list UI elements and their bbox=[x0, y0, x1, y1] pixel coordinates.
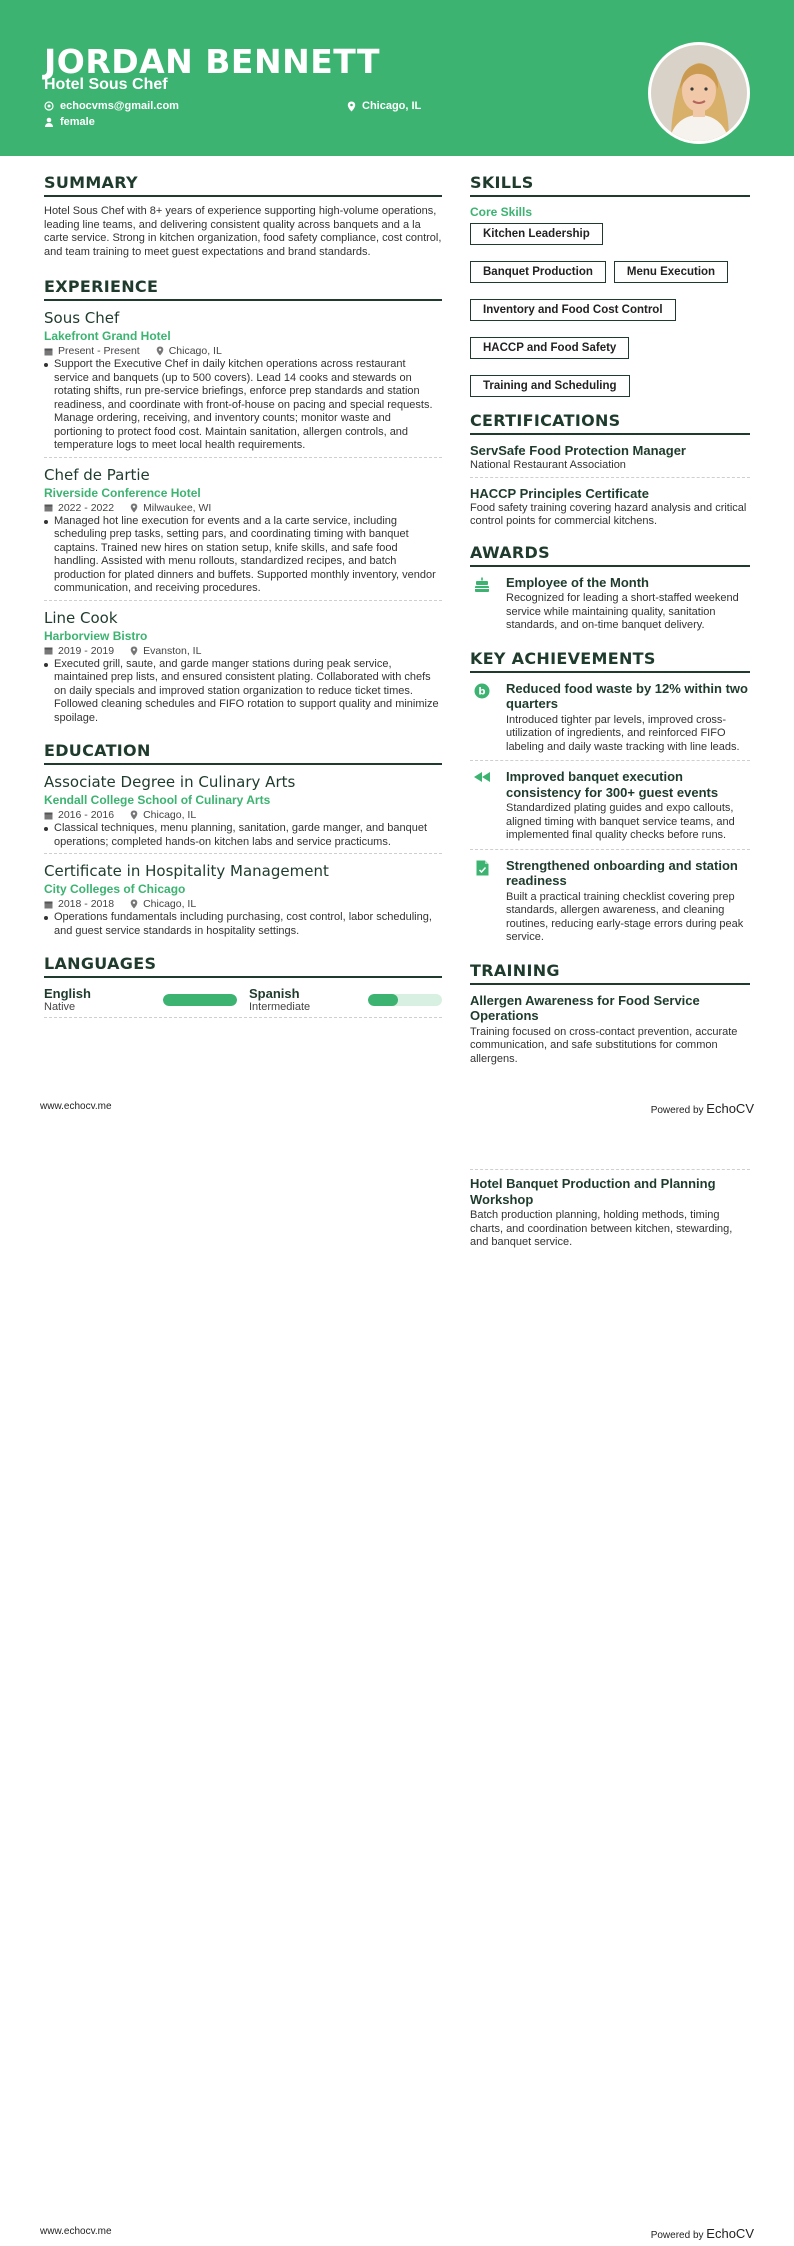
language-name: English bbox=[44, 986, 91, 1001]
language-proficiency-bar bbox=[368, 994, 442, 1006]
experience-entry bbox=[44, 609, 442, 730]
certification-entry bbox=[470, 486, 750, 533]
training-description: Training focused on cross-contact prevention, accurate communication, and safe substitutions for common allergens. bbox=[470, 1025, 738, 1065]
location-pin-icon bbox=[130, 503, 138, 513]
footer-powered-label: Powered by bbox=[650, 2230, 704, 2241]
experience-bullet: Managed hot line execution for events and a la carte service, including scheduling prep tasks, setting pars, and coordinating timing with banquet captains. Trained new hires on station setup, knife skills, and safe food handling. Assisted with menu rollouts, standardized recipes, and batch production for plated dinners and buffets. Supported monthly inventory, vendor communication, and receiving procedures. bbox=[54, 514, 436, 594]
location-text: Chicago, IL bbox=[362, 100, 422, 112]
award-description: Recognized for leading a short-staffed weekend service while maintaining quality, sanitation standards, and on-time banquet delivery. bbox=[506, 592, 739, 631]
certification-title: ServSafe Food Protection Manager bbox=[470, 443, 686, 458]
experience-location: Evanston, IL bbox=[143, 644, 202, 657]
document-icon bbox=[470, 858, 494, 945]
achievement-entry bbox=[470, 769, 750, 850]
calendar-icon bbox=[44, 900, 53, 909]
training-title: Allergen Awareness for Food Service Operations bbox=[470, 992, 700, 1023]
experience-company: Lakefront Grand Hotel bbox=[44, 329, 171, 343]
experience-role: Sous Chef bbox=[44, 309, 120, 327]
education-degree: Certificate in Hospitality Management bbox=[44, 862, 329, 880]
skill-tag: Inventory and Food Cost Control bbox=[470, 299, 676, 321]
achievement-description: Introduced tighter par levels, improved cross-utilization of ingredients, and reinforced FIFO labeling and daily waste tracking with line leads. bbox=[506, 713, 740, 753]
footer-powered bbox=[651, 1101, 754, 1116]
experience-company: Harborview Bistro bbox=[44, 628, 148, 643]
right-column bbox=[470, 173, 750, 1070]
experience-bullet: Executed grill, saute, and garde manger stations during peak service, maintained prep lists, and ensured consistent plating. Collaborated with chefs on daily specials and improved station organization to reduce ticket times. Followed cleaning schedules and FIFO rotation to support quality and minimize spoilage. bbox=[54, 657, 439, 724]
page-footer bbox=[40, 1101, 754, 1116]
contact-email[interactable] bbox=[44, 100, 179, 112]
achievement-title: Reduced food waste by 12% within two quarters bbox=[506, 680, 748, 711]
achievement-entry bbox=[470, 858, 750, 951]
education-meta bbox=[44, 808, 442, 822]
education-bullet: Operations fundamentals including purchasing, cost control, labor scheduling, and guest service standards in hospitality settings. bbox=[54, 911, 432, 937]
skill-tag: Kitchen Leadership bbox=[470, 223, 603, 245]
training-title: Hotel Banquet Production and Planning Workshop bbox=[470, 1176, 716, 1207]
email-icon bbox=[44, 101, 54, 111]
achievement-title: Improved banquet execution consistency for 300+ guest events bbox=[506, 769, 719, 800]
experience-meta bbox=[44, 644, 442, 658]
education-entry bbox=[44, 773, 442, 854]
experience-location: Chicago, IL bbox=[168, 345, 222, 357]
skills-category: Core Skills bbox=[470, 205, 533, 219]
footer-powered bbox=[651, 2226, 754, 2241]
section-title-education: EDUCATION bbox=[44, 741, 442, 765]
avatar bbox=[651, 45, 747, 141]
certifications-section bbox=[470, 411, 750, 533]
coin-icon bbox=[470, 681, 494, 755]
section-title-certifications: CERTIFICATIONS bbox=[470, 411, 750, 435]
list-item bbox=[44, 658, 442, 726]
education-section bbox=[44, 741, 442, 942]
languages-section bbox=[44, 954, 442, 1018]
location-pin-icon bbox=[130, 810, 138, 820]
certification-title: HACCP Principles Certificate bbox=[470, 485, 649, 501]
location-pin-icon bbox=[130, 646, 138, 656]
education-school: Kendall College School of Culinary Arts bbox=[44, 793, 271, 807]
language-level: Intermediate bbox=[249, 1001, 311, 1013]
page2-divider bbox=[470, 1169, 750, 1170]
summary-section bbox=[44, 173, 442, 259]
achievement-description: Built a practical training checklist covering prep standards, allergen awareness, and cleaning routines, reducing early-stage errors during peak service. bbox=[506, 890, 744, 943]
language-proficiency-fill bbox=[368, 994, 398, 1006]
location-pin-icon bbox=[346, 101, 356, 111]
email-text: echocvms@gmail.com bbox=[60, 100, 179, 112]
certification-entry bbox=[470, 443, 750, 478]
experience-section bbox=[44, 277, 442, 729]
footer-powered-label: Powered by bbox=[650, 1105, 704, 1116]
training-section bbox=[470, 961, 750, 1071]
experience-company: Riverside Conference Hotel bbox=[44, 485, 201, 500]
skill-tag: Menu Execution bbox=[614, 261, 728, 283]
education-dates: 2018 - 2018 bbox=[58, 898, 115, 910]
languages-row bbox=[44, 986, 442, 1018]
education-entry bbox=[44, 862, 442, 942]
candidate-name: JORDAN BENNETT bbox=[44, 42, 381, 81]
location-pin-icon bbox=[156, 346, 164, 356]
contact-gender bbox=[44, 116, 95, 128]
candidate-title: Hotel Sous Chef bbox=[44, 76, 168, 93]
section-title-awards: AWARDS bbox=[470, 543, 750, 567]
education-bullet: Classical techniques, menu planning, sanitation, garde manger, and banquet operations; completed hands-on kitchen labs and service practicums. bbox=[54, 822, 428, 848]
achievement-title: Strengthened onboarding and station readiness bbox=[506, 857, 738, 888]
cake-icon bbox=[470, 575, 494, 633]
achievements-section bbox=[470, 649, 750, 951]
experience-meta bbox=[44, 501, 442, 515]
skill-tag: HACCP and Food Safety bbox=[470, 337, 629, 359]
section-title-languages: LANGUAGES bbox=[44, 954, 442, 978]
footer-site[interactable]: www.echocv.me bbox=[40, 1101, 112, 1112]
experience-location: Milwaukee, WI bbox=[143, 501, 212, 514]
section-title-summary: SUMMARY bbox=[44, 173, 442, 197]
education-dates: 2016 - 2016 bbox=[58, 809, 115, 821]
language-level: Native bbox=[44, 1001, 76, 1013]
gender-text: female bbox=[60, 116, 95, 128]
certification-description: Food safety training covering hazard analysis and critical control points for commercial kitchens. bbox=[470, 501, 747, 527]
award-title: Employee of the Month bbox=[506, 574, 649, 590]
experience-meta bbox=[44, 344, 442, 358]
footer-brand: EchoCV bbox=[706, 1101, 754, 1116]
svg-text:b: b bbox=[478, 686, 486, 697]
skills-tags bbox=[470, 223, 750, 397]
experience-entry bbox=[44, 309, 442, 458]
list-item bbox=[44, 358, 442, 453]
language-proficiency-fill bbox=[163, 994, 237, 1006]
achievement-entry bbox=[470, 681, 750, 762]
experience-dates: 2019 - 2019 bbox=[58, 644, 115, 657]
language-name: Spanish bbox=[249, 986, 300, 1001]
language-item bbox=[249, 986, 442, 1013]
experience-bullet: Support the Executive Chef in daily kitchen operations across restaurant service and banquets (up to 500 covers). Lead 14 cooks and stewards on rotating shifts, run pre-service briefings, enforce prep standards and station readiness, and coordinate with front-of-house on pacing and special requests. Manage ordering, receiving, and inventory counts; monitor waste and portioning to protect food cost. Maintain sanitation, allergen controls, and temperature logs to meet local health requirements. bbox=[54, 358, 433, 451]
calendar-icon bbox=[44, 503, 53, 512]
education-meta bbox=[44, 897, 442, 911]
calendar-icon bbox=[44, 646, 53, 655]
certification-issuer: National Restaurant Association bbox=[470, 459, 626, 471]
experience-entry bbox=[44, 466, 442, 601]
skills-section bbox=[470, 173, 750, 397]
profile-photo bbox=[648, 42, 750, 144]
rewind-icon bbox=[470, 769, 494, 843]
experience-dates: 2022 - 2022 bbox=[58, 501, 115, 514]
page-footer bbox=[40, 2226, 754, 2241]
experience-dates: Present - Present bbox=[58, 345, 140, 357]
achievement-description: Standardized plating guides and expo callouts, aligned timing with banquet service teams, and implemented final quality checks before runs. bbox=[506, 802, 735, 841]
footer-brand: EchoCV bbox=[706, 2226, 754, 2241]
calendar-icon bbox=[44, 347, 53, 356]
section-title-experience: EXPERIENCE bbox=[44, 277, 442, 301]
list-item bbox=[44, 822, 442, 849]
language-item bbox=[44, 986, 237, 1013]
resume-header bbox=[0, 0, 794, 156]
footer-site[interactable]: www.echocv.me bbox=[40, 2226, 112, 2237]
contact-location bbox=[346, 100, 421, 112]
award-entry bbox=[470, 575, 750, 639]
education-location: Chicago, IL bbox=[143, 898, 197, 910]
awards-section bbox=[470, 543, 750, 639]
education-school: City Colleges of Chicago bbox=[44, 882, 186, 896]
section-title-training: TRAINING bbox=[470, 961, 750, 985]
section-title-skills: SKILLS bbox=[470, 173, 750, 197]
experience-role: Chef de Partie bbox=[44, 465, 150, 484]
skill-tag: Banquet Production bbox=[470, 261, 606, 283]
language-proficiency-bar bbox=[163, 994, 237, 1006]
left-column bbox=[44, 173, 442, 1018]
person-icon bbox=[44, 117, 54, 127]
list-item bbox=[44, 911, 442, 938]
calendar-icon bbox=[44, 811, 53, 820]
experience-role: Line Cook bbox=[44, 608, 118, 627]
education-degree: Associate Degree in Culinary Arts bbox=[44, 773, 296, 791]
skill-tag: Training and Scheduling bbox=[470, 375, 630, 397]
training-entry bbox=[470, 993, 750, 1071]
education-location: Chicago, IL bbox=[143, 809, 197, 821]
training-entry bbox=[470, 1176, 750, 1250]
training-description: Batch production planning, holding methods, timing charts, and coordination between kitchen, stewarding, and banquet service. bbox=[470, 1209, 733, 1248]
list-item bbox=[44, 515, 442, 596]
section-title-achievements: KEY ACHIEVEMENTS bbox=[470, 649, 750, 673]
summary-text: Hotel Sous Chef with 8+ years of experience supporting high-volume operations, leading line teams, and delivering consistent quality across banquets and a la carte service. Strong in kitchen organization, food safety compliance, cost control, and team training to meet guest expectations and brand standards. bbox=[44, 205, 442, 258]
location-pin-icon bbox=[130, 899, 138, 909]
